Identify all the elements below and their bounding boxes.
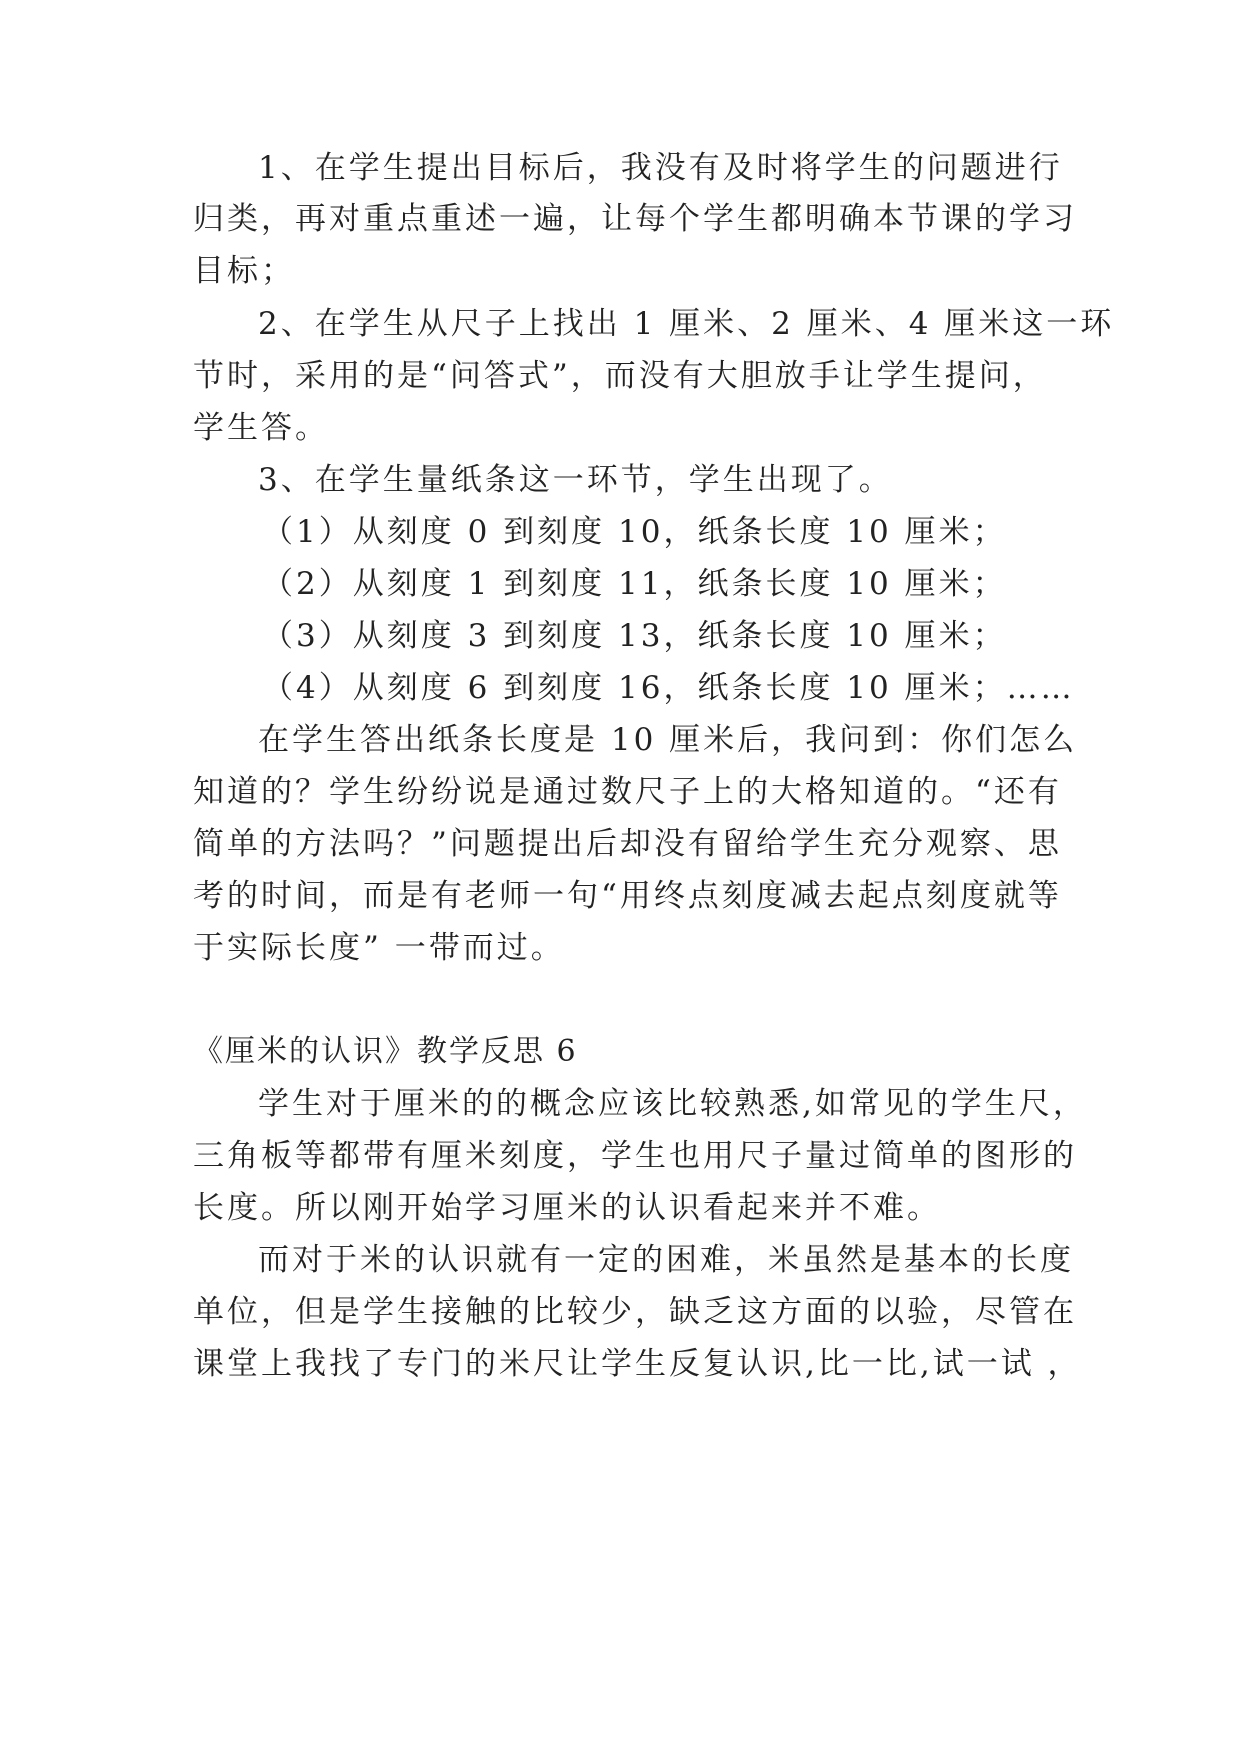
- paragraph-2-line-3: 学生答。: [193, 410, 329, 446]
- paragraph-5-line-3: 长度。所以刚开始学习厘米的认识看起来并不难。: [193, 1190, 941, 1226]
- paragraph-5-line-2: 三角板等都带有厘米刻度，学生也用尺子量过简单的图形的: [193, 1138, 1077, 1174]
- list-item-3: （3）从刻度 3 到刻度 13，纸条长度 10 厘米；: [262, 618, 1007, 654]
- paragraph-4-line-3: 简单的方法吗？”问题提出后却没有留给学生充分观察、思: [193, 826, 1062, 862]
- section-heading: 《厘米的认识》教学反思 6: [193, 1034, 578, 1069]
- paragraph-3-line-1: 3、在学生量纸条这一环节，学生出现了。: [258, 462, 893, 498]
- list-item-1: （1）从刻度 0 到刻度 10，纸条长度 10 厘米；: [262, 514, 1007, 550]
- paragraph-6-line-3: 课堂上我找了专门的米尺让学生反复认识,比一比,试一试 ，: [193, 1346, 1082, 1382]
- paragraph-4-line-5: 于实际长度” 一带而过。: [193, 930, 565, 966]
- paragraph-6-line-2: 单位，但是学生接触的比较少，缺乏这方面的以验，尽管在: [193, 1294, 1077, 1330]
- paragraph-1-line-3: 目标；: [193, 253, 295, 289]
- paragraph-4-line-4: 考的时间，而是有老师一句“用终点刻度减去起点刻度就等: [193, 878, 1062, 914]
- paragraph-4-line-1: 在学生答出纸条长度是 10 厘米后，我问到：你们怎么: [258, 722, 1078, 758]
- list-item-2: （2）从刻度 1 到刻度 11，纸条长度 10 厘米；: [262, 566, 1007, 602]
- paragraph-4-line-2: 知道的？学生纷纷说是通过数尺子上的大格知道的。“还有: [193, 774, 1062, 810]
- paragraph-5-line-1: 学生对于厘米的的概念应该比较熟悉,如常见的学生尺，: [258, 1086, 1087, 1122]
- paragraph-2-line-2: 节时，采用的是“问答式”，而没有大胆放手让学生提问，: [193, 358, 1047, 394]
- list-item-4: （4）从刻度 6 到刻度 16，纸条长度 10 厘米；……: [262, 670, 1075, 706]
- paragraph-2-line-1: 2、在学生从尺子上找出 1 厘米、2 厘米、4 厘米这一环: [258, 306, 1115, 342]
- paragraph-1-line-1: 1、在学生提出目标后，我没有及时将学生的问题进行: [258, 150, 1063, 186]
- paragraph-6-line-1: 而对于米的认识就有一定的困难，米虽然是基本的长度: [258, 1242, 1074, 1278]
- paragraph-1-line-2: 归类，再对重点重述一遍，让每个学生都明确本节课的学习: [193, 201, 1077, 237]
